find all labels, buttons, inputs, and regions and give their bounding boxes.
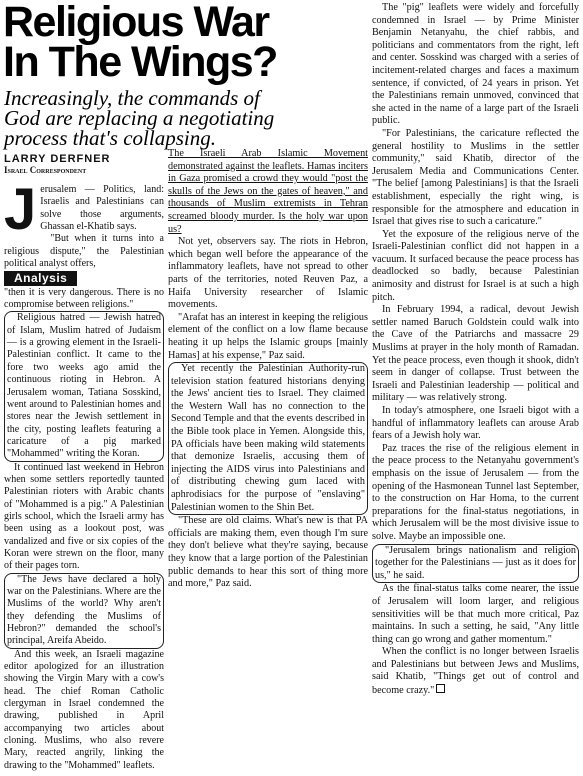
highlighted-quote: "The Jews have declared a holy war on the Palestinians. Where are the Muslims of the world? Why aren't they defending the Muslims of Hebron?" demanded the school's principal, Areifa Abeido. (4, 573, 164, 649)
column-2 (168, 148, 368, 591)
paragraph: "then it is very dangerous. There is no compromise between religions." (4, 286, 164, 311)
underlined-paragraph: The Israeli Arab Islamic Movement demonstrated against the leaflets. Hamas inciters in Gaza promised a crowd they would "post the skulls of the Jews on the gates of heaven," and thousands of Muslim extremists in Tehran screamed bloody murder. Is the holy war upon us? (168, 148, 368, 235)
paragraph: Not yet, observers say. The riots in Hebron, which began well before the appearance of the inflammatory leaflets, have not spread to other parts of the territories, noted Reuven Paz, a Haifa University researcher of Islamic movements. (168, 236, 368, 311)
paragraph: "These are old claims. What's new is that PA officials are making them, even though I'm sure they don't believe what they're saying, because they know that a large portion of the Palestinian public demands to hear this sort of thing more and more," Paz said. (168, 515, 368, 590)
headline-line-2: In The Wings? (3, 38, 277, 86)
paragraph: It continued last weekend in Hebron when some settlers reportedly taunted Palestinian rioters with Arabic chants of "Mohammed is a pig." A Palestinian girls school, which the Israeli army has been using as a lookout post, was vandalized and five or six copies of the Koran were strewn on the floor, many of their pages torn. (4, 461, 164, 572)
headline-line-1: Religious War (3, 0, 269, 46)
paragraph: In today's atmosphere, one Israeli bigot with a handful of inflammatory leaflets can arouse Arab fears of a Jewish holy war. (372, 405, 579, 442)
paragraph: "But when it turns into a religious dispute," the Palestinian political analyst offers, (4, 233, 164, 270)
author-title: Israel Correspondent (4, 165, 87, 175)
byline (4, 153, 154, 176)
author-name: LARRY DERFNER (4, 153, 111, 165)
paragraph-text: erusalem — Politics, land: Israelis and Palestinians can solve those arguments, Ghassan el-Khatib says. (40, 184, 164, 233)
column-1 (4, 177, 164, 772)
end-mark-icon (436, 684, 445, 693)
drop-cap: J (4, 177, 37, 242)
paragraph: Paz traces the rise of the religious element in the peace process to the Netanyahu government's emphasis on the issue of Jerusalem — from the opening of the Hasmonean Tunnel last September, to the construction on Har Homa, to the current preparations for the final-status negotiations, in which Jerusalem will be the most divisive issue to solve. Maybe an impossible one. (372, 442, 579, 542)
paragraph: As the final-status talks come nearer, the issue of Jerusalem will loom larger, and religious sensitivities will be that much more critical, Paz maintains. In such a setting, he said, "Any little thing can go wrong and gather momentum." (372, 583, 579, 645)
paragraph (4, 177, 164, 242)
paragraph: In February 1994, a radical, devout Jewish settler named Baruch Goldstein could walk into the Cave of the Patriarchs and massacre 29 Muslims at prayer in the holy month of Ramadan. Yet the peace process, even though it shook, didn't seem in danger of collapse. Trust between the Israeli and Palestinian leadership — political and military — was relatively strong. (372, 304, 579, 404)
analysis-label: Analysis (4, 271, 77, 285)
highlighted-paragraph: Yet recently the Palestinian Authority-run television station featured historians denying the Jews' ancient ties to Israel. They claimed the Western Wall has no connection to the Second Temple and that the events described in the Bible took place in Yemen. Alongside this, PA officials have been making wild statements that demonize Israelis, accusing them of injecting the AIDS virus into Palestinians and of distributing chewing gum laced with aphrodisiacs for the purpose of "enslaving" Palestinian women to the Shin Bet. (168, 362, 368, 515)
paragraph: "For Palestinians, the caricature reflected the general hostility to Muslims in the settler community," said Khatib, director of the Jerusalem Media and Communications Center. "The belief [among Palestinians] is that the Israeli establishment, especially the right wing, is responsible for the atmosphere and education in Israel that gives rise to such a caricature." (372, 127, 579, 228)
deck-subheadline: Increasingly, the commands of God are replacing a negotiating process that's collapsing. (4, 86, 275, 150)
column-3 (372, 2, 579, 698)
paragraph: Yet the exposure of the religious nerve of the Israeli-Palestinian conflict did not happen in a vacuum. It surfaced because the peace process has deadlocked so badly, because Palestinian animosity and distrust for Israel is at such a high pitch. (372, 228, 579, 303)
analysis-row (4, 271, 164, 285)
headline (3, 0, 293, 86)
paragraph-text: When the conflict is no longer between Israelis and Palestinians but between Jews and Muslims, said Khatib, "Things get out of control and become crazy." (372, 646, 579, 697)
paragraph: "Arafat has an interest in keeping the religious element of the conflict on a low flame because heating it up helps the Islamic groups [mainly Hamas] at his expense," Paz said. (168, 311, 368, 361)
paragraph: And this week, an Israeli magazine editor apologized for an illustration showing the Virgin Mary with a cow's head. The chief Roman Catholic clergyman in Israel condemned the drawing, published in April accompanying two articles about cloning. Muslims, who also revere Mary, reacted angrily, linking the drawing to the "Mohammed" leaflets. (4, 648, 164, 771)
highlighted-paragraph: Religious hatred — Jewish hatred of Islam, Muslim hatred of Judaism — is a growing element in the Israeli-Palestinian conflict. It came to the fore two weeks ago amid the continuous rioting in Hebron. A Jerusalem woman, Tatiana Sosskind, went around to Palestinian homes and stores near the Jewish settlement in the city, posting leaflets featuring a caricature of a pig marked "Mohammed" writing the Koran. (4, 311, 164, 461)
highlighted-quote: "Jerusalem brings nationalism and religion together for the Palestinians — just as it does for us," he said. (372, 544, 579, 584)
paragraph: The "pig" leaflets were widely and forcefully condemned in Israel — by Prime Minister Benjamin Netanyahu, the chief rabbis, and politicians and commentators from the right, left and center. Sosskind was charged with a series of incitement-related charges and faces a maximum sentence, if convicted, of 24 years in prison. Yet the Palestinians remain unmoved, convinced that she acted in the name of a large part of the Israeli public. (372, 2, 579, 127)
paragraph (372, 646, 579, 697)
